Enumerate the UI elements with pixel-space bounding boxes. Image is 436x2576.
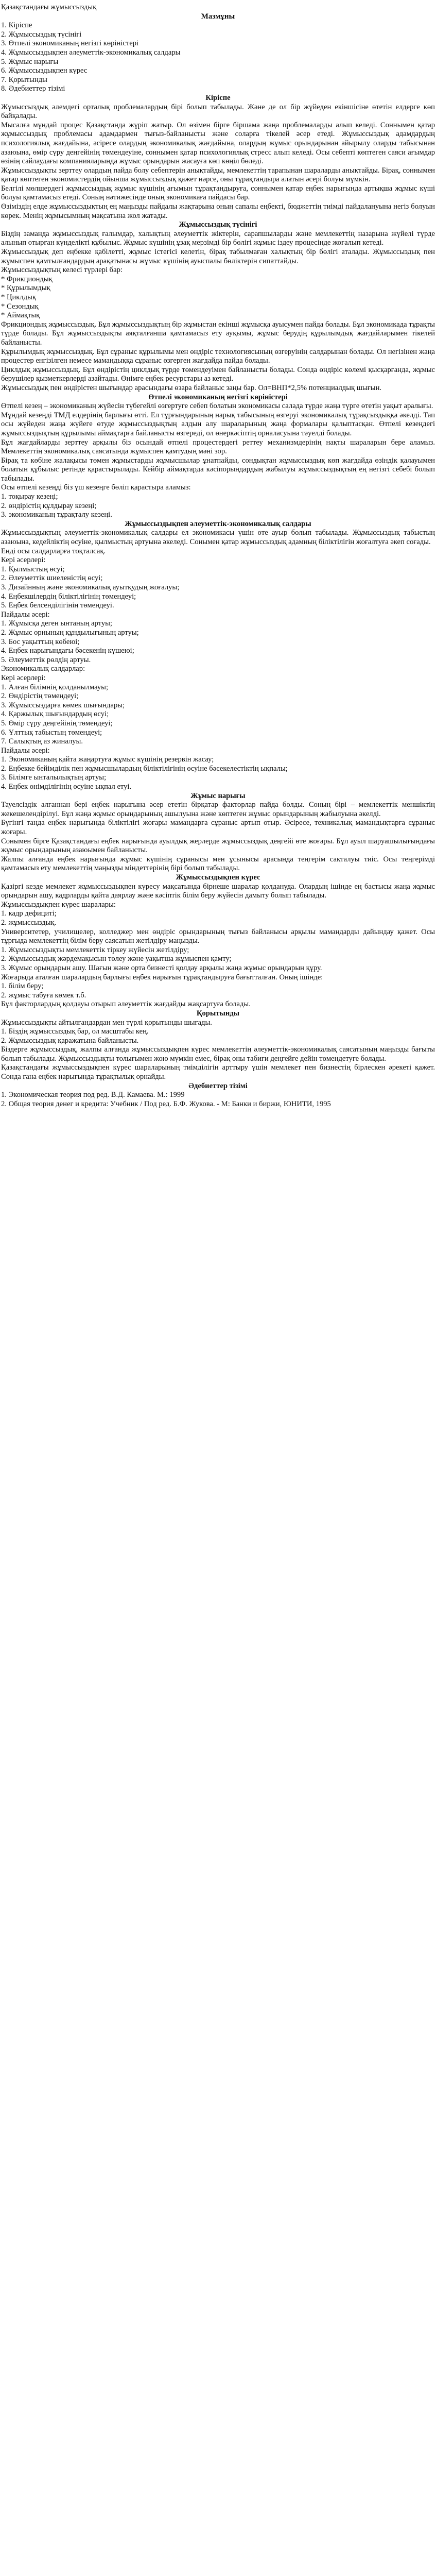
toc-item[interactable]: 5. Жұмыс нарығы <box>1 57 59 66</box>
list <box>1 619 435 665</box>
document-header: Қазақстандағы жұмыссыздық <box>1 3 97 11</box>
list-item: 3. экономиканың тұрақталу кезеңі. <box>1 511 112 519</box>
section-heading: Өтпелі экономиканың негізгі көріністері <box>148 393 288 401</box>
paragraph: Фрикциондық жұмыссыздық. Бұл жұмыссыздықтың бір жұмыстан екінші жұмысқа ауысумен пайда болады. Бұл экономикада тұрақты түрде болады. Бұл жұмыссыздықты аяқталғанша қамтамасыз ету ауқымы, жұмыс берудің құрылымдық жағдайларымен тікелей байланысты. <box>1 320 435 347</box>
list <box>1 1091 435 1109</box>
paragraph: Біздерге жұмыссыздық, жалпы алғанда жұмыссыздықпен күрес мемлекеттің әлеуметтік-экономикалық саясатының маңызды бағыты болып табылады. Жұмыссыздықты толығымен жою мүмкін емес, бірақ оны табиғи деңгейге дейін төмендетуге болады. <box>1 1045 435 1063</box>
list-item: 1. Экономиканың қайта жаңартуға жұмыс күшінің резервін жасау; <box>1 755 214 764</box>
paragraph: Университетер, училищелер, колледжер мен өндіріс орындарының тығыз байланысы арқылы мамандарды дайындау қажет. Осы тұрғыда мемлекеттің білім беру саясатын жетілдіру маңызды. <box>1 927 435 945</box>
section <box>1 221 435 393</box>
list <box>1 493 435 520</box>
paragraph: Мұндай кезеңді ТМД елдерінің барлығы өтті. Ел тұрғындарының нарық табысының өзгеруі экономикалық тұрақсыздыққа әкелді. Тап осы жүйеден жаңа жүйеге өтуде жұмыссыздықтың алдын алу шараларының жаңа формалары қалыптасқан. Өтпелі кезеңдегі жұмыссыздықтың құрылымы аймақтарға байланысты өзгереді, ол өнеркәсіптің орналасуына тәуелді болады. <box>1 411 435 437</box>
list-item: 1. білім беру; <box>1 982 44 991</box>
toc-item[interactable]: 4. Жұмыссыздықпен әлеуметтік-экономикалық салдары <box>1 48 181 57</box>
paragraph: Өзіміздің елде жұмыссыздықтың ең маңызды пайдалы жақтарына оның сапалы еңбекті, бюджеттің тиімді пайдалануына негіз болуын көрек. Менің жұмысымның мақсатына жол жатады. <box>1 202 435 220</box>
section <box>1 1082 435 1109</box>
paragraph: Жұмыссыздық пен өндірістен шығындар арасындағы өзара байланыс заңы бар. Ол=ВНП*2,5% потенциалдық шығын. <box>1 383 382 392</box>
paragraph: Тауелсіздік алғаннан бері еңбек нарығына әсер ететін бірқатар факторлар пайда болды. Соның бірі – мемлекеттік меншіктің жекешелендірілуі. Бұл жаңа жұмыс орындарының ашылуына және көптеген жұмыс орындарының жабылуына әкелді. <box>1 801 435 818</box>
list-item: 1. кадр дефициті; <box>1 909 57 918</box>
list-item: 4. Еңбек нарығындағы бәсекенің күшеюі; <box>1 647 134 655</box>
paragraph: Бұл факторлардың қолдауы отырып әлеуметтік жағдайды жақсартуға болады. <box>1 1000 251 1009</box>
paragraph: Жұмыссыздықтың әлеуметтік-экономикалық салдары ел экономикасы үшін өте ауыр болып табылады. Жұмыссыздық табыстың азаюына, кедейліктің өсуіне, қылмыстың артуына әкеледі. Сонымен қатар жұмыссыздық адамның біліктілігін жоғалтуға әкеп соғады. <box>1 529 435 547</box>
paragraph: Құрылымдық жұмыссыздық. Бұл сұраныс құрылымы мен өндіріс технологиясының өзгеруінің салдарынан болады. Ол негізінен жаңа процестер енгізілген немесе мамандыққа сұраныс өзгерген жағдайда пайда болады. <box>1 347 435 365</box>
list-item: 2. Жұмыс орнының құндылығының артуы; <box>1 628 139 637</box>
list <box>1 1027 435 1045</box>
list-item: 3. Бос уақыттың көбеюі; <box>1 637 80 646</box>
list-item: 2. жұмыс табуға көмек т.б. <box>1 991 86 999</box>
paragraph: Біздің заманда жұмыссыздық ғалымдар, халықтың әлеуметтік жіктерін, сарапшыларды және мемлекеттің назарына жүйелі түрде алынып отырған күнделікті құбылыс. Жұмыс күшінің ұзақ мерзімді бір бөлігі жұмыс іздеу процесінде жоғалып кетеді. <box>1 229 435 247</box>
toc-item[interactable]: 6. Жұмыссыздықпен күрес <box>1 66 88 75</box>
list <box>1 275 435 320</box>
list-item: 1. Біздің жұмыссыздық бар, ол масштабы кең. <box>1 1027 149 1036</box>
list-item: 1. тоқырау кезеңі; <box>1 493 58 501</box>
list-item: 2. өндірістің құлдырау кезеңі; <box>1 501 97 510</box>
section-heading: Кіріспе <box>205 93 231 102</box>
paragraph: Бұл жағдайларды зерттеу арқылы біз осындай өтпелі процестердегі реттеу механизмдерінің нақты шараларын бере аламыз. Мемлекеттің экономикалық саясатында жұмыспен қамтудың мәні зор. <box>1 438 435 456</box>
list-item: 1. Жұмысқа деген ынтаның артуы; <box>1 619 112 628</box>
list-item: 2. Общая теория денег и кредита: Учебник / Под ред. Б.Ф. Жукова. - М: Банки и биржи, ЮНИТИ, 1995 <box>1 1099 331 1108</box>
paragraph: Пайдалы әсері: <box>1 746 50 755</box>
section <box>1 94 435 221</box>
toc-item[interactable]: 2. Жұмыссыздық түсінігі <box>1 30 82 39</box>
paragraph: Сонымен бірге Қазақстандағы еңбек нарығында ауылдық жерлерде жұмыссыздық деңгейі өте жоғары. Бұл ауыл шаруашылығындағы жұмыс орындарының азаюымен байланысты. <box>1 837 435 855</box>
list <box>1 683 435 747</box>
list-item: 1. Қылмыстың өсуі; <box>1 565 65 573</box>
paragraph: Жұмыссыздықтың келесі түрлері бар: <box>1 266 123 275</box>
section-heading: Қорытынды <box>196 1009 240 1018</box>
paragraph: Осы өтпелі кезеңді біз үш кезеңге бөліп қарастыра аламыз: <box>1 483 191 492</box>
list-item: 4. Еңбек өнімділігінің өсуіне ықпал етуі. <box>1 783 132 791</box>
toc-item[interactable]: 1. Кіріспе <box>1 21 32 30</box>
section <box>1 1009 435 1082</box>
section-heading: Жұмыссыздық түсінігі <box>179 221 257 229</box>
section <box>1 520 435 792</box>
paragraph: Экономикалық салдарлар: <box>1 665 85 673</box>
paragraph: 3. Жұмыс орындарын ашу. Шағын және орта бизнесті қолдау арқылы жаңа жұмыс орындарын құру. <box>1 963 322 972</box>
list-item: 6. Ұлттық табыстың төмендеуі; <box>1 728 102 737</box>
paragraph: Мысалға мұндай процес Қазақстанда жүріп жатыр. Ол өзімен бірге біршама жаңа проблемаларды алып келеді. Соннымен қатар жұмыссыздық проблемасы адамдармен тығыз-байланысты және соларға тікелей әсер етеді. Жұмыссыздық адамдардың психологиялық жағдайына, әсіресе олардың экономикалық жағдайына, олардың жұмыс орындарынан айырылу оларды табысынан азаюына, өмір сүру деңгейінің төмендеуіне, соннымен қатар психологиялық стресс алып келеді. Осы себепті көптеген саяси ағымдар өзінің сайлаудағы компанияларында жұмыс орындарын жасауға көп көңіл бөледі. <box>1 121 435 166</box>
section-heading: Жұмыссыздықпен күрес <box>176 873 260 882</box>
paragraph: Өтпелі кезең – экономиканың жүйесін түбегейлі өзгертуге себеп болатын экономикасы салада түрде жаңа түрге өтетін уақыт аралығы. <box>1 402 433 411</box>
paragraph: Циклдық жұмыссыздық. Бұл өндірістің циклдық түрде төмендеуімен байланысты болады. Сонда өндіріс көлемі қысқарғанда, жұмыс берушілер қызметкерлерді азайтады. Өнімге еңбек ресурстары аз кетеді. <box>1 365 435 383</box>
paragraph: Қазақстандағы жұмыссыздықпен күрес шараларының тиімділігін арттыру үшін мемлекет пен бизнестің бірлескен әрекеті қажет. Сонда ғана еңбек нарығында тұрақтылық орнайды. <box>1 1063 435 1081</box>
list-item: 1. Алған білімнің қолданылмауы; <box>1 683 109 691</box>
list <box>1 982 435 1000</box>
list-item: 2. Еңбекке бейімділік пен жұмысшылардың біліктілігінің өсуіне бәсекелестіктің ықпалы; <box>1 764 288 773</box>
list-item: 3. Дизайнның және экономикалық ауытқудың жоғалуы; <box>1 583 180 591</box>
toc-item[interactable]: 8. Әдебиеттер тізімі <box>1 84 65 93</box>
paragraph: Бүгінгі таңда еңбек нарығында біліктілігі жоғары мамандарға сұраныс артып отыр. Әсіресе, техникалық мамандықтарға сұраныс жоғары. <box>1 819 435 837</box>
list-item: 3. Жұмыссыздарға көмек шығындары; <box>1 701 125 709</box>
paragraph: 2. Жұмыссыздық жәрдемақысын төлеу және уақытша жұмыспен қамту; <box>1 955 232 963</box>
paragraph: Пайдалы әсері: <box>1 610 50 619</box>
paragraph: Жұмыссыздық деп еңбекке қабілетті, жұмыс істегісі келетін, бірақ табылмаған халықтың бір бөлігі аталады. Жұмыссыздық пен жұмыспен қамтылғандардың арақатынасы жұмыс күшінің ауыспалы бөліктерін сипаттайды. <box>1 248 435 265</box>
list-item: 5. Өмір сүру деңгейінің төмендеуі; <box>1 719 113 727</box>
list-item: 4. Қаржылық шығындардың өсуі; <box>1 710 109 719</box>
list-item: 2. Жұмыссыздық қаражатына байланысты. <box>1 1036 139 1045</box>
paragraph: 1. Жұмыссыздықты мемлекеттік тіркеу жүйесін жетілдіру; <box>1 945 189 954</box>
table-of-contents <box>1 21 435 94</box>
list <box>1 909 435 927</box>
paragraph: Қазіргі кезде мемлекет жұмыссыздықпен күресу мақсатында бірнеше шаралар қолдануда. Олардың ішінде ең бастысы жаңа жұмыс орындарын ашу, кадрларды қайта даярлау және кәсіптік білім беру жүйесін дамыту болып табылады. <box>1 882 435 900</box>
toc-item[interactable]: 7. Қорытынды <box>1 75 47 84</box>
list-item: 2. Әлеуметтік шиеленістің өсуі; <box>1 574 103 583</box>
list <box>1 755 435 791</box>
paragraph: Енді осы салдарларға тоқталсақ. <box>1 547 106 555</box>
list-item: 2. жұмыссыздық. <box>1 918 57 927</box>
paragraph: Жұмыссыздық әлемдегі орталық проблемалардың бірі болып табылады. Және де ол бір жүйеден екіншісіне өтетін елдерге көп байқалады. <box>1 103 435 121</box>
toc-title: Мазмұны <box>201 12 235 21</box>
document-page <box>1 3 435 1109</box>
section-heading: Жұмыссыздықпен әлеуметтік-экономикалық салдары <box>125 519 311 528</box>
list-item: * Сезондық <box>1 302 39 311</box>
toc-item[interactable]: 3. Өтпелі экономиканың негізгі көріністері <box>1 39 139 48</box>
list-item: 7. Салықтың аз жиналуы. <box>1 737 83 746</box>
section <box>1 393 435 520</box>
list-item: 5. Әлеуметтік рөлдің артуы. <box>1 655 91 664</box>
paragraph: Жоғарыда аталған шаралардың барлығы еңбек нарығын тұрақтандыруға бағытталған. Оның ішінде: <box>1 973 323 981</box>
list-item: 3. Білімге ынталылықтың артуы; <box>1 773 107 782</box>
section-heading: Әдебиеттер тізімі <box>188 1081 248 1090</box>
section <box>1 792 435 873</box>
paragraph: Жалпы алғанда еңбек нарығында жұмыс күшінің сұранысы мен ұсынысы арасында теңгерім сақталуы тиіс. Осы теңгерімді қамтамасыз ету мемлекеттің маңызды міндеттерінің бірі болып табылады. <box>1 855 435 873</box>
list <box>1 565 435 611</box>
document-body <box>1 94 435 1109</box>
list-item: * Фрикциондық <box>1 275 53 283</box>
list-item: * Циклдық <box>1 293 36 301</box>
list-item: 4. Еңбекшілердің біліктілігінің төмендеуі; <box>1 592 136 601</box>
section-heading: Жұмыс нарығы <box>190 791 246 800</box>
section <box>1 873 435 1009</box>
paragraph: Кері әсерлері: <box>1 556 46 565</box>
paragraph: Бірақ та көбіне жалақысы төмен жұмыстарды жұмысшылар ұнатпайды, сондықтан жұмыссыздық көп жағдайда өзіндік қалауымен болатын құбылыс ретінде қарастырылады. Кейбір аймақтарда кәсіпорындардың жабылуы жұмыссыздықтың ең негізгі себебі болып табылады. <box>1 456 435 483</box>
list-item: 5. Еңбек белсенділігінің төмендеуі. <box>1 601 114 610</box>
list-item: * Аймақтық <box>1 311 40 320</box>
list-item: * Құрылымдық <box>1 284 50 293</box>
paragraph: Кері әсерлері: <box>1 673 46 682</box>
paragraph: Жұмыссыздықпен күрес шаралары: <box>1 900 116 909</box>
paragraph: Белгілі мөлшердегі жұмыссыздық жұмыс күшінің ағымын тұрақтандыруға, соннымен қатар еңбек нарығында артықша жұмыс күші болуы қамтамасыз етеді. Соның нәтижесінде оның экономикаға пайдасы бар. <box>1 184 435 202</box>
paragraph: Жұмыссыздықты айтылғандардан мен түрлі қорытынды шығады. <box>1 1018 212 1027</box>
paragraph: Жұмыссыздықты зерттеу олардың пайда болу себептерін анықтайды, мемлекеттің тарапынан шараларды анықтайды. Бірақ, соннымен қатар көптеген экономистердің ойынша жұмыссыздық қажет нәрсе, оны тұрақтандыра алатын әсері болуы мүмкін. <box>1 166 435 184</box>
list-item: 1. Экономическая теория под ред. В.Д. Камаева. М.: 1999 <box>1 1091 185 1099</box>
list-item: 2. Өндірістің төмендеуі; <box>1 692 79 701</box>
